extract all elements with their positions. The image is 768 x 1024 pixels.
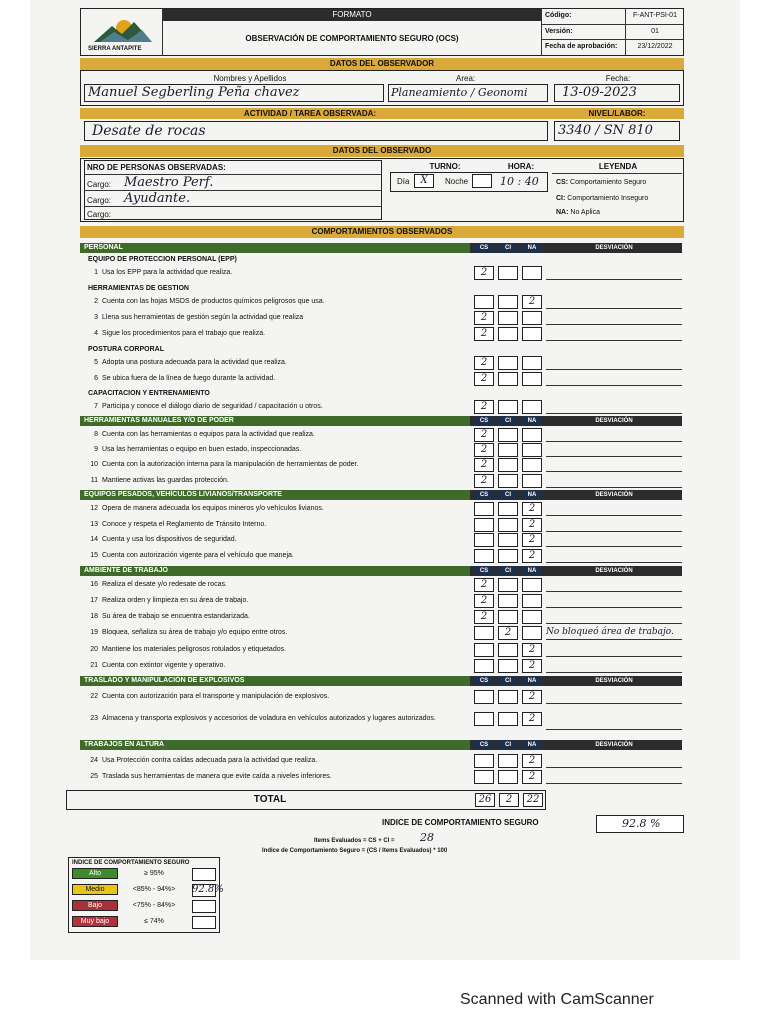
section-title: DATOS DEL OBSERVADOR <box>329 59 435 68</box>
item-ci-cell[interactable] <box>498 356 518 370</box>
item-number: 21 <box>90 662 98 669</box>
desviacion-line <box>546 767 682 768</box>
col-header-ci: CI <box>498 243 518 253</box>
col-header-ci: CI <box>498 416 518 426</box>
item-row <box>84 504 464 513</box>
item-text: Realiza el desate y/o redesate de rocas. <box>102 581 227 588</box>
cargo-label-1: Cargo: <box>87 180 112 189</box>
formula1-label: Items Evaluados = CS + CI = <box>314 838 395 844</box>
col-header-na: NA <box>522 416 542 426</box>
item-cs-cell[interactable] <box>474 518 494 532</box>
item-cs-cell[interactable] <box>474 754 494 768</box>
desviacion-line <box>546 279 682 280</box>
desviacion-line <box>546 515 682 516</box>
item-cs-cell[interactable]: 2 <box>474 400 494 414</box>
col-header-cs: CS <box>474 566 494 576</box>
item-na-cell[interactable] <box>522 578 542 592</box>
item-cs-cell[interactable] <box>474 643 494 657</box>
nro-personas-label: NRO DE PERSONAS OBSERVADAS: <box>87 163 226 172</box>
item-text: Mantiene los materiales peligrosos rotulados y etiquetados. <box>102 646 287 653</box>
formato-bar <box>163 9 541 21</box>
item-text: Cuenta con extintor vigente y operativo. <box>102 662 226 669</box>
item-ci-cell[interactable] <box>498 428 518 442</box>
item-ci-cell[interactable] <box>498 549 518 563</box>
level-badge: Muy bajo <box>72 916 118 927</box>
formula2: Indice de Comportamiento Seguro = (CS / Items Evaluados) * 100 <box>262 848 448 854</box>
item-cs-cell[interactable]: 2 <box>474 458 494 472</box>
item-number: 16 <box>90 581 98 588</box>
desviacion-line <box>546 562 682 563</box>
item-text: Sigue los procedimientos para el trabajo que realiza. <box>102 330 266 337</box>
item-row <box>84 772 464 781</box>
section-bar <box>80 416 470 426</box>
item-row <box>84 268 464 277</box>
item-na-cell[interactable]: 2 <box>522 659 542 673</box>
item-cs-cell[interactable]: 2 <box>474 610 494 624</box>
item-ci-cell[interactable] <box>498 295 518 309</box>
noche-checkbox[interactable] <box>472 174 492 188</box>
item-row <box>84 358 464 367</box>
item-na-cell[interactable]: 2 <box>522 295 542 309</box>
item-na-cell[interactable]: 2 <box>522 518 542 532</box>
col-header-na: NA <box>522 740 542 750</box>
item-cs-cell[interactable] <box>474 712 494 726</box>
item-number: 10 <box>90 461 98 468</box>
leyenda-text: Comportamiento Seguro <box>570 179 647 186</box>
leyenda-text: No Aplica <box>570 209 600 216</box>
item-na-cell[interactable] <box>522 610 542 624</box>
level-checkbox[interactable] <box>192 868 216 881</box>
version-label: Versión: <box>545 28 573 35</box>
turno-label: TURNO: <box>429 162 461 171</box>
section-bar-label: EQUIPOS PESADOS, VEHÍCULOS LIVIANOS/TRANSPORTE <box>84 491 282 498</box>
item-cs-cell[interactable] <box>474 295 494 309</box>
item-na-cell[interactable] <box>522 626 542 640</box>
section-bar-label: PERSONAL <box>84 244 123 251</box>
desviacion-line <box>546 546 682 547</box>
item-number: 23 <box>90 715 98 722</box>
item-number: 8 <box>94 431 98 438</box>
item-na-cell[interactable] <box>522 311 542 325</box>
item-ci-cell[interactable] <box>498 712 518 726</box>
item-number: 17 <box>90 597 98 604</box>
item-text: Llena sus herramientas de gestión según la actividad que realiza <box>102 314 304 321</box>
item-row <box>84 520 464 529</box>
item-text: Cuenta con la autorización interna para la manipulación de herramientas de poder. <box>102 461 359 468</box>
item-ci-cell[interactable] <box>498 327 518 341</box>
item-row <box>84 596 464 605</box>
item-ci-cell[interactable] <box>498 400 518 414</box>
item-ci-cell[interactable] <box>498 610 518 624</box>
formato-label: FORMATO <box>332 10 372 19</box>
item-text: Cuenta con las hojas MSDS de productos químicos peligrosos que usa. <box>102 298 325 305</box>
col-header-desviacion: DESVIACIÓN <box>595 568 633 574</box>
item-cs-cell[interactable] <box>474 549 494 563</box>
item-row <box>84 612 464 621</box>
item-text: Cuenta con las herramientas o equipos para la actividad que realiza. <box>102 431 315 438</box>
noche-label: Noche <box>445 177 469 186</box>
item-text: Opera de manera adecuada los equipos mineros y/o vehículos livianos. <box>102 505 324 512</box>
desviacion-line <box>546 456 682 457</box>
item-row <box>84 628 464 637</box>
col-header-cs: CS <box>474 243 494 253</box>
item-text: Bloquea, señaliza su área de trabajo y/o equipo entre otros. <box>102 629 288 636</box>
item-row <box>84 374 464 383</box>
desviacion-line <box>546 729 682 730</box>
item-text: Realiza orden y limpieza en su área de trabajo. <box>102 597 249 604</box>
item-number: 6 <box>94 375 98 382</box>
formula1-value: 28 <box>420 831 434 844</box>
item-ci-cell[interactable] <box>498 770 518 784</box>
item-cs-cell[interactable] <box>474 502 494 516</box>
item-cs-cell[interactable] <box>474 770 494 784</box>
item-cs-cell[interactable] <box>474 626 494 640</box>
section-bar <box>80 566 470 576</box>
col-header-desviacion: DESVIACIÓN <box>595 742 633 748</box>
item-number: 15 <box>90 552 98 559</box>
col-header-ci: CI <box>498 490 518 500</box>
item-cs-cell[interactable]: 2 <box>474 311 494 325</box>
level-badge: Bajo <box>72 900 118 911</box>
codigo-label: Código: <box>545 12 572 19</box>
item-number: 3 <box>94 314 98 321</box>
leyenda-code: CS: <box>556 179 569 186</box>
nivel-label: NIVEL/LABOR: <box>588 109 646 118</box>
item-na-cell[interactable] <box>522 372 542 386</box>
item-row <box>84 645 464 654</box>
fecha-aprobacion-value: 23/12/2022 <box>637 43 673 50</box>
item-cs-cell[interactable]: 2 <box>474 428 494 442</box>
nombres-label: Nombres y Apellidos <box>213 74 287 83</box>
item-na-cell[interactable]: 2 <box>522 502 542 516</box>
item-row <box>84 430 464 439</box>
item-text: Cuenta con autorización para el transporte y manipulación de explosivos. <box>102 693 330 700</box>
item-number: 4 <box>94 330 98 337</box>
cargo-label-3: Cargo: <box>87 210 112 219</box>
item-row <box>84 445 464 454</box>
subsection-label: POSTURA CORPORAL <box>88 346 164 353</box>
item-row <box>84 297 464 306</box>
item-na-cell[interactable] <box>522 443 542 457</box>
item-ci-cell[interactable] <box>498 643 518 657</box>
hora-label: HORA: <box>507 162 535 171</box>
item-ci-cell[interactable] <box>498 474 518 488</box>
dia-checkbox[interactable] <box>414 174 434 188</box>
item-number: 2 <box>94 298 98 305</box>
item-text: Su área de trabajo se encuentra estandarizada. <box>102 613 250 620</box>
item-na-cell[interactable] <box>522 428 542 442</box>
item-cs-cell[interactable]: 2 <box>474 474 494 488</box>
item-na-cell[interactable] <box>522 400 542 414</box>
desviacion-line <box>546 308 682 309</box>
item-cs-cell[interactable]: 2 <box>474 578 494 592</box>
item-number: 5 <box>94 359 98 366</box>
item-row <box>84 476 464 485</box>
leyenda-ci <box>556 194 648 204</box>
legend-title: INDICE DE COMPORTAMIENTO SEGURO <box>72 860 190 866</box>
section-bar-label: TRABAJOS EN ALTURA <box>84 741 165 748</box>
item-na-cell[interactable]: 2 <box>522 770 542 784</box>
item-cs-cell[interactable] <box>474 533 494 547</box>
section-datos-observado <box>80 145 684 157</box>
item-ci-cell[interactable]: 2 <box>498 626 518 640</box>
col-header-desviacion: DESVIACIÓN <box>595 492 633 498</box>
item-text: Cuenta y usa los dispositivos de seguridad. <box>102 536 237 543</box>
item-ci-cell[interactable] <box>498 754 518 768</box>
total-cs: 26 <box>475 793 495 807</box>
col-header-na: NA <box>522 490 542 500</box>
desviacion-line <box>546 441 682 442</box>
actividad-label: ACTIVIDAD / TAREA OBSERVADA: <box>243 109 377 118</box>
desviacion-line <box>546 703 682 704</box>
item-text: Usa las herramientas o equipo en buen estado, inspeccionadas. <box>102 446 302 453</box>
item-number: 19 <box>90 629 98 636</box>
item-row <box>84 756 464 765</box>
logo-text: SIERRA ANTAPITE <box>88 46 142 52</box>
leyenda-code: NA: <box>556 209 569 216</box>
item-na-cell[interactable]: 2 <box>522 549 542 563</box>
item-ci-cell[interactable] <box>498 518 518 532</box>
item-na-cell[interactable] <box>522 474 542 488</box>
item-na-cell[interactable]: 2 <box>522 712 542 726</box>
level-badge: Medio <box>72 884 118 895</box>
item-ci-cell[interactable] <box>498 372 518 386</box>
desviacion-line <box>546 369 682 370</box>
desviacion-line <box>546 385 682 386</box>
item-number: 20 <box>90 646 98 653</box>
section-bar-label: TRASLADO Y MANIPULACIÓN DE EXPLOSIVOS <box>84 677 245 684</box>
item-row <box>84 313 464 322</box>
codigo-value: F-ANT-PSI-01 <box>633 12 677 19</box>
level-badge: Alto <box>72 868 118 879</box>
total-na: 22 <box>523 793 543 807</box>
indice-title: INDICE DE COMPORTAMIENTO SEGURO <box>382 818 539 827</box>
form-title: OBSERVACIÓN DE COMPORTAMIENTO SEGURO (OCS) <box>245 34 459 43</box>
cargo-value-2: Ayudante. <box>124 191 191 206</box>
desviacion-line <box>546 340 682 341</box>
section-title: COMPORTAMIENTOS OBSERVADOS <box>311 227 453 236</box>
level-range: ≥ 95% <box>144 870 164 877</box>
item-row <box>84 329 464 338</box>
item-row <box>84 692 464 701</box>
level-checkbox[interactable] <box>192 916 216 929</box>
col-header-ci: CI <box>498 676 518 686</box>
item-cs-cell[interactable]: 2 <box>474 372 494 386</box>
item-row <box>84 714 464 723</box>
item-number: 22 <box>90 693 98 700</box>
col-header-na: NA <box>522 676 542 686</box>
col-header-cs: CS <box>474 740 494 750</box>
item-text: Usa los EPP para la actividad que realiza. <box>102 269 233 276</box>
nombres-value: Manuel Segberling Peña chavez <box>88 85 300 100</box>
desviacion-line <box>546 672 682 673</box>
item-number: 18 <box>90 613 98 620</box>
level-range: ≤ 74% <box>144 918 164 925</box>
section-bar <box>80 676 470 686</box>
section-bar <box>80 243 470 253</box>
area-value: Planeamiento / Geonomi <box>391 86 528 99</box>
item-number: 25 <box>90 773 98 780</box>
leyenda-na <box>556 208 600 218</box>
area-label: Area: <box>456 74 476 83</box>
item-text: Usa Protección contra caídas adecuada para la actividad que realiza. <box>102 757 318 764</box>
desviacion-line <box>546 413 682 414</box>
version-value: 01 <box>651 28 659 35</box>
desviacion-line <box>546 607 682 608</box>
item-number: 12 <box>90 505 98 512</box>
item-row <box>84 402 464 411</box>
level-range: <85% - 94%> <box>132 886 176 893</box>
col-header-desviacion: DESVIACIÓN <box>595 245 633 251</box>
item-number: 13 <box>90 521 98 528</box>
item-na-cell[interactable] <box>522 458 542 472</box>
col-header-na: NA <box>522 243 542 253</box>
actividad-value: Desate de rocas <box>92 123 206 139</box>
item-row <box>84 661 464 670</box>
desviacion-line <box>546 531 682 532</box>
item-ci-cell[interactable] <box>498 594 518 608</box>
hora-value: 10 : 40 <box>500 175 539 188</box>
desviacion-line <box>546 471 682 472</box>
item-text: Participa y conoce el diálogo diario de seguridad / capacitación u otros. <box>102 403 323 410</box>
item-cs-cell[interactable]: 2 <box>474 443 494 457</box>
item-number: 7 <box>94 403 98 410</box>
section-bar <box>80 490 470 500</box>
item-ci-cell[interactable] <box>498 659 518 673</box>
desviacion-line <box>546 783 682 784</box>
item-na-cell[interactable] <box>522 594 542 608</box>
col-header-desviacion: DESVIACIÓN <box>595 678 633 684</box>
col-header-ci: CI <box>498 740 518 750</box>
col-header-desviacion: DESVIACIÓN <box>595 418 633 424</box>
subsection-label: HERRAMIENTAS DE GESTION <box>88 285 189 292</box>
leyenda-code: CI: <box>556 195 566 202</box>
item-cs-cell[interactable]: 2 <box>474 356 494 370</box>
item-na-cell[interactable] <box>522 356 542 370</box>
item-na-cell[interactable]: 2 <box>522 533 542 547</box>
desviacion-line <box>546 487 682 488</box>
desviacion-text[interactable]: No bloqueó área de trabajo. <box>546 627 674 637</box>
item-number: 11 <box>90 477 98 484</box>
item-ci-cell[interactable] <box>498 690 518 704</box>
item-row <box>84 535 464 544</box>
section-bar-label: AMBIENTE DE TRABAJO <box>84 567 169 574</box>
col-header-ci: CI <box>498 566 518 576</box>
desviacion-line <box>546 656 682 657</box>
section-title: DATOS DEL OBSERVADO <box>332 146 432 155</box>
leyenda-text: Comportamiento Inseguro <box>567 195 649 202</box>
col-header-na: NA <box>522 566 542 576</box>
item-cs-cell[interactable]: 2 <box>474 594 494 608</box>
cargo-value-1: Maestro Perf. <box>124 175 214 190</box>
item-na-cell[interactable]: 2 <box>522 690 542 704</box>
item-text: Cuenta con autorización vigente para el vehículo que maneja. <box>102 552 294 559</box>
camscanner-watermark: Scanned with CamScanner <box>460 991 654 1008</box>
item-ci-cell[interactable] <box>498 578 518 592</box>
item-number: 1 <box>94 269 98 276</box>
desviacion-line <box>546 324 682 325</box>
item-text: Conoce y respeta el Reglamento de Tránsito Interno. <box>102 521 267 528</box>
item-text: Almacena y transporta explosivos y accesorios de voladura en vehículos autorizados y lugares autorizados. <box>102 715 436 722</box>
item-text: Se ubica fuera de la línea de fuego durante la actividad. <box>102 375 276 382</box>
section-datos-observador <box>80 58 684 70</box>
nivel-value: 3340 / SN 810 <box>558 123 653 138</box>
item-ci-cell[interactable] <box>498 443 518 457</box>
item-row <box>84 551 464 560</box>
col-header-cs: CS <box>474 416 494 426</box>
item-na-cell[interactable] <box>522 327 542 341</box>
level-mark: 92.8% <box>192 884 224 895</box>
logo <box>82 10 162 54</box>
section-bar-label: HERRAMIENTAS MANUALES Y/O DE PODER <box>84 417 234 424</box>
item-ci-cell[interactable] <box>498 502 518 516</box>
level-checkbox[interactable] <box>192 900 216 913</box>
level-range: <75% - 84%> <box>132 902 176 909</box>
col-header-cs: CS <box>474 490 494 500</box>
subsection-label: CAPACITACION Y ENTRENAMIENTO <box>88 390 210 397</box>
indice-value: 92.8 % <box>622 817 661 830</box>
item-cs-cell[interactable] <box>474 659 494 673</box>
item-number: 14 <box>90 536 98 543</box>
item-ci-cell[interactable] <box>498 266 518 280</box>
dia-label: Día <box>397 177 410 186</box>
fecha-aprobacion-label: Fecha de aprobación: <box>545 43 618 50</box>
fecha-label: Fecha: <box>605 74 631 83</box>
item-na-cell[interactable]: 2 <box>522 643 542 657</box>
item-number: 9 <box>94 446 98 453</box>
item-na-cell[interactable] <box>522 266 542 280</box>
leyenda-label: LEYENDA <box>598 162 638 171</box>
item-ci-cell[interactable] <box>498 458 518 472</box>
item-text: Adopta una postura adecuada para la actividad que realiza. <box>102 359 287 366</box>
desviacion-line <box>546 623 682 624</box>
desviacion-line <box>546 639 682 640</box>
item-cs-cell[interactable]: 2 <box>474 266 494 280</box>
section-comportamientos <box>80 226 684 238</box>
subsection-label: EQUIPO DE PROTECCION PERSONAL (EPP) <box>88 256 237 263</box>
leyenda-cs <box>556 178 646 188</box>
item-number: 24 <box>90 757 98 764</box>
dia-mark: X <box>420 175 428 186</box>
fecha-value: 13-09-2023 <box>562 85 637 100</box>
item-row <box>84 580 464 589</box>
item-cs-cell[interactable]: 2 <box>474 327 494 341</box>
item-ci-cell[interactable] <box>498 533 518 547</box>
section-bar <box>80 740 470 750</box>
item-text: Traslada sus herramientas de manera que evite caída a niveles inferiores. <box>102 773 332 780</box>
item-cs-cell[interactable] <box>474 690 494 704</box>
item-na-cell[interactable]: 2 <box>522 754 542 768</box>
col-header-cs: CS <box>474 676 494 686</box>
item-ci-cell[interactable] <box>498 311 518 325</box>
cargo-label-2: Cargo: <box>87 196 112 205</box>
total-ci: 2 <box>499 793 519 807</box>
total-label: TOTAL <box>253 794 287 805</box>
item-text: Mantiene activas las guardas protección. <box>102 477 229 484</box>
desviacion-line <box>546 591 682 592</box>
item-row <box>84 460 464 469</box>
